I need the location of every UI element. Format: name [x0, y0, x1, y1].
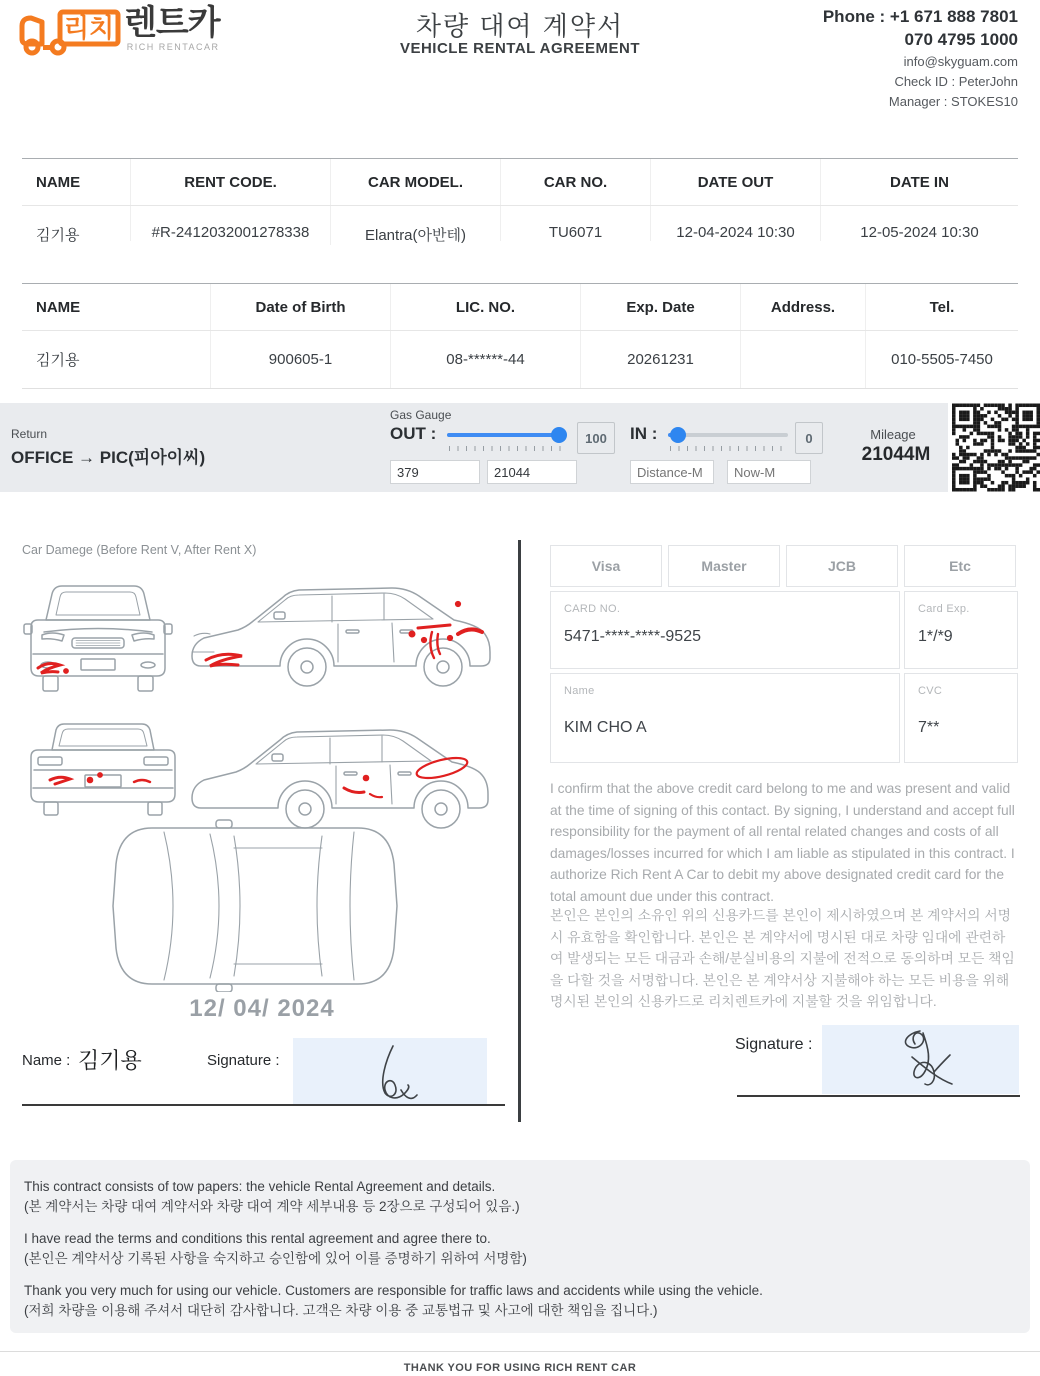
logo-subtext: RICH RENTACAR	[126, 42, 220, 52]
col-header: CAR NO.	[500, 159, 650, 205]
signature-label-left: Signature :	[207, 1052, 280, 1069]
email: info@skyguam.com	[903, 53, 1018, 69]
signature-underline-left	[22, 1104, 505, 1106]
telephone: 010-5505-7450	[865, 331, 1018, 388]
in-value-box: 0	[795, 422, 823, 454]
contact-info	[823, 6, 1018, 112]
tab-master[interactable]: Master	[668, 545, 780, 587]
footer-line	[24, 1177, 1016, 1216]
phone-line-1: Phone : +1 671 888 7801	[822, 7, 1018, 26]
distance-input[interactable]	[630, 460, 714, 484]
address	[740, 331, 865, 388]
card-cvc-value: 7**	[918, 719, 940, 736]
renter-name: 김기용	[36, 227, 80, 244]
page-title-kr: 차량 대여 계약서	[415, 11, 625, 41]
out-value-box: 100	[577, 422, 615, 454]
card-no-label: CARD NO.	[564, 603, 621, 615]
col-header: Address.	[740, 284, 865, 330]
logo-text: 렌트카	[124, 4, 220, 42]
rent-table-header	[22, 159, 1018, 206]
rent-code: #R-2412032001278338	[130, 206, 330, 241]
tab-jcb[interactable]: JCB	[786, 545, 898, 587]
in-slider-knob[interactable]	[670, 427, 686, 443]
card-no-value: 5471-****-****-9525	[564, 628, 701, 645]
signature-underline-right	[737, 1095, 1020, 1097]
car-damage-label: Car Damege (Before Rent V, After Rent X)	[22, 543, 257, 557]
qr-code	[952, 403, 1040, 492]
driver-info-table	[22, 283, 1018, 389]
col-header: NAME	[36, 298, 81, 316]
out-label: OUT :	[390, 424, 437, 443]
card-cvc-label: CVC	[918, 685, 943, 697]
card-exp-cell	[904, 591, 1018, 669]
agreement-text-kr: 본인은 본인의 소유인 위의 신용카드를 본인이 제시하였으며 본 계약서의 서명시 유효함을 확인합니다. 본인은 본 계약서에 명시된 대로 차량 임대에 관련하여 발생되는 모든 대금과 손해/분실비용의 지불에 전적으로 동의하며 모든 책임을 다할 것을 서명합니다. 본인은 본 계약서상 지불해야 하는 모든 비용을 위해 명시된 본인의 신용카드로 리치렌트카에 지불할 것을 위임합니다.	[550, 908, 1015, 1010]
footer-divider	[0, 1351, 1040, 1352]
signature-right-icon	[822, 1025, 1019, 1094]
now-m-input[interactable]	[727, 460, 811, 484]
page-title-en: VEHICLE RENTAL AGREEMENT	[399, 40, 641, 57]
footer-en: Thank you very much for using our vehicle. Customers are responsible for traffic laws and accidents while using the vehicle.	[24, 1283, 763, 1299]
mileage-value: 21044M	[861, 444, 931, 465]
column-divider	[518, 540, 521, 1122]
card-no-cell	[550, 591, 900, 669]
return-route: OFFICE → PIC(피아이씨)	[11, 448, 206, 467]
in-slider-ticks	[670, 446, 786, 451]
signer-name: 김기용	[78, 1048, 142, 1073]
date-out: 12-04-2024 10:30	[650, 206, 820, 241]
signature-left-icon	[293, 1038, 487, 1104]
in-slider[interactable]	[668, 427, 788, 443]
footer-kr: (본 계약서는 차량 대여 계약서와 차량 대여 계약 세부내용 등 2장으로 구성되어 있음.)	[24, 1198, 520, 1214]
out-slider-knob[interactable]	[551, 427, 567, 443]
car-no: TU6071	[500, 206, 650, 241]
car-model: Elantra(아반테)	[330, 206, 500, 245]
terms-footer	[10, 1160, 1030, 1333]
col-header: CAR MODEL.	[330, 159, 500, 205]
card-name-label: Name	[564, 685, 595, 697]
check-id: Check ID : PeterJohn	[894, 74, 1018, 90]
birth-date: 900605-1	[210, 331, 390, 388]
footer-line	[24, 1229, 1016, 1268]
name-label: Name :	[22, 1052, 71, 1069]
mileage-label: Mileage	[870, 427, 916, 442]
signature-pad-left[interactable]	[293, 1038, 487, 1104]
footer-kr: (본인은 계약서상 기록된 사항을 숙지하고 승인함에 있어 이를 증명하기 위하여 서명함)	[24, 1250, 527, 1266]
odometer-now-input[interactable]	[487, 460, 577, 484]
phone-line-2: 070 4795 1000	[904, 29, 1018, 49]
license-exp: 20261231	[580, 331, 740, 388]
signature-pad-right[interactable]	[822, 1025, 1019, 1094]
gas-gauge-label: Gas Gauge	[390, 408, 452, 422]
card-exp-value: 1*/*9	[918, 628, 953, 645]
tab-etc[interactable]: Etc	[904, 545, 1016, 587]
in-slider-track[interactable]	[668, 433, 788, 437]
footer-line	[24, 1281, 1016, 1320]
tab-visa[interactable]: Visa	[550, 545, 662, 587]
col-header: Exp. Date	[580, 284, 740, 330]
col-header: DATE IN	[820, 159, 1018, 205]
out-slider-fill	[447, 433, 565, 437]
card-cvc-cell	[904, 673, 1018, 763]
in-label: IN :	[630, 424, 658, 443]
out-slider-ticks	[449, 446, 563, 451]
col-header: Tel.	[865, 284, 1018, 330]
contract-date: 12/ 04/ 2024	[189, 995, 335, 1022]
card-name-cell	[550, 673, 900, 763]
driver-table-header	[22, 284, 1018, 331]
col-header: Date of Birth	[210, 284, 390, 330]
col-header: DATE OUT	[650, 159, 820, 205]
car-damage-diagram[interactable]	[14, 562, 504, 992]
footer-en: I have read the terms and conditions this rental agreement and agree there to.	[24, 1231, 491, 1247]
col-header: LIC. NO.	[390, 284, 580, 330]
out-slider[interactable]	[447, 427, 565, 443]
svg-text:리치: 리치	[63, 13, 115, 43]
license-no: 08-******-44	[390, 331, 580, 388]
col-header: NAME	[36, 173, 81, 191]
card-exp-label: Card Exp.	[918, 603, 970, 615]
col-header: RENT CODE.	[130, 159, 330, 205]
odometer-start-input[interactable]	[390, 460, 480, 484]
rent-table-row	[22, 206, 1018, 284]
footer-kr: (저희 차량을 이용해 주셔서 대단히 감사합니다. 고객은 차량 이용 중 교통법규 및 사고에 대한 책임을 집니다.)	[24, 1302, 658, 1318]
agreement-text-en: I confirm that the above credit card belong to me and was present and valid at the time of signing of this contact. By signing, I understand and accept full responsibility for the payment of all rental related changes and costs of all damages/losses incurred for which I am liable as stipulated in this contract. I authorize Rich Rent A Car to debit my above designated credit card for the total amount due under this contract.	[550, 781, 1015, 904]
date-in: 12-05-2024 10:30	[820, 206, 1018, 241]
return-label: Return	[11, 427, 48, 441]
manager: Manager : STOKES10	[888, 94, 1018, 110]
signature-label-right: Signature :	[735, 1036, 813, 1053]
card-name-value: KIM CHO A	[564, 719, 647, 736]
driver-table-row	[22, 331, 1018, 389]
driver-name: 김기용	[36, 352, 80, 369]
thank-you-text: THANK YOU FOR USING RICH RENT CAR	[403, 1362, 637, 1374]
rent-info-table	[22, 158, 1018, 284]
footer-en: This contract consists of tow papers: the vehicle Rental Agreement and details.	[24, 1179, 496, 1194]
